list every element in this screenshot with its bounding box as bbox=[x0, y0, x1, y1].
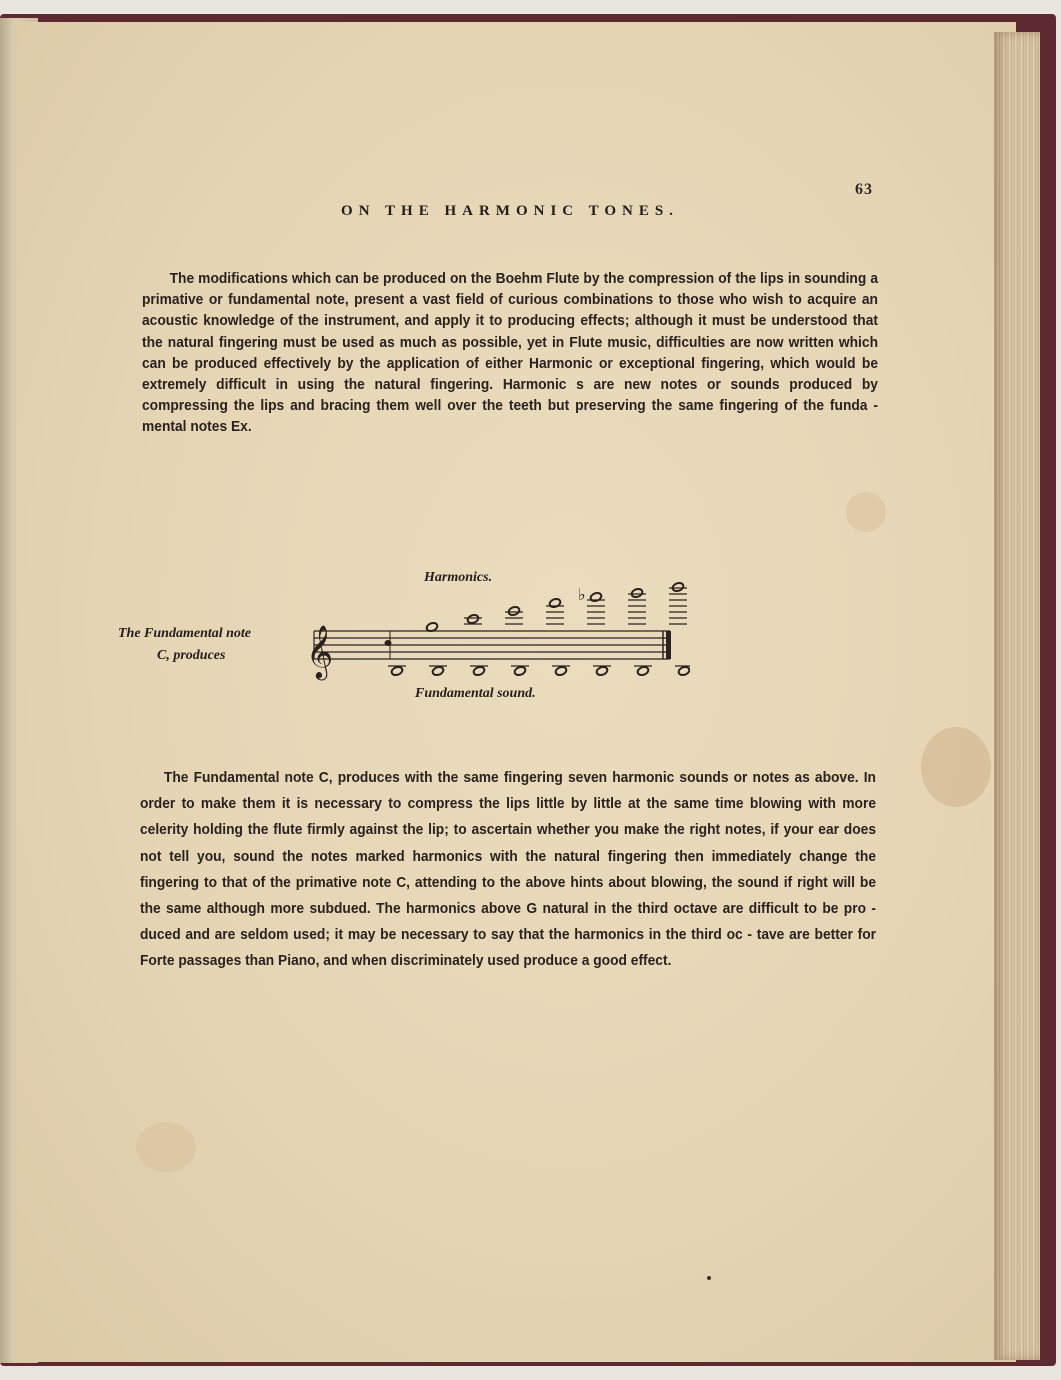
fundamental-note bbox=[514, 666, 527, 677]
fundamental-note bbox=[678, 666, 690, 677]
paragraph-intro: The modifications which can be produced on the Boehm Flute by the compression of the lips in sounding a primative or fundamental note, present a vast field of curious combinations to those who wish to acquire an acoustic knowledge of the instrument, and apply it to producing effects; although it must be understood that the natural fingering must be used as much as possible, yet in Flute music, difficulties are now written which can be produced effectively by the application of either Harmonic or exceptional fingering, which would be extremely difficult in using the natural fingering. Harmonic s are new notes or sounds produced by compressing the lips and bracing them well over the teeth but preserving the same fingering of the funda - mental notes Ex. bbox=[142, 270, 879, 436]
foxing-stain bbox=[921, 727, 991, 807]
harmonic-note bbox=[672, 582, 685, 593]
foxing-stain bbox=[846, 492, 886, 532]
fundamental-notes bbox=[388, 666, 690, 677]
harmonic-note bbox=[467, 614, 480, 625]
page-fore-edge bbox=[994, 32, 1040, 1360]
harmonic-note bbox=[549, 598, 562, 609]
fundamental-note bbox=[637, 666, 650, 677]
harmonic-note bbox=[631, 588, 644, 599]
page-number: 63 bbox=[855, 181, 873, 198]
fundamental-note bbox=[391, 666, 404, 677]
harmonic-note bbox=[590, 592, 603, 603]
fundamental-note bbox=[473, 666, 486, 677]
treble-clef-icon: 𝄞 bbox=[306, 624, 334, 678]
ink-dot bbox=[707, 1276, 711, 1280]
foxing-stain bbox=[136, 1122, 196, 1172]
produces-label: C, produces bbox=[157, 648, 226, 663]
harmonics-label: Harmonics. bbox=[424, 570, 493, 585]
music-staff bbox=[300, 575, 690, 685]
staff-lines bbox=[314, 631, 670, 659]
fundamental-note bbox=[432, 666, 445, 677]
flat-sign-icon: ♭ bbox=[578, 585, 586, 604]
paragraph-explanation: The Fundamental note C, produces with the same fingering seven harmonic sounds or notes as above. In order to make them it is necessary to compress the lips little by little at the same time blowing with more celerity holding the flute firmly against the lip; to ascertain whether you make the right notes, if your ear does not tell you, sound the notes marked harmonics with the natural fingering then immediately change the fingering to that of the primative note C, attending to the above hints about blowing, the sound if right will be the same although more subdued. The harmonics above G natural in the third octave are difficult to be pro - duced and are seldom used; it may be necessary to say that the harmonics in the third oc - tave are better for Forte passages than Piano, and when discriminately used produce a good effect. bbox=[140, 769, 877, 970]
fundamental-note-label: The Fundamental note bbox=[118, 626, 252, 641]
harmonic-notes bbox=[426, 582, 687, 633]
fundamental-note bbox=[596, 666, 609, 677]
fundamental-grace-note bbox=[385, 640, 392, 646]
harmonic-note bbox=[508, 606, 521, 617]
fundamental-sound-label: Fundamental sound. bbox=[415, 686, 536, 701]
page-heading: ON THE HARMONIC TONES. bbox=[341, 203, 679, 219]
fundamental-note bbox=[555, 666, 568, 677]
